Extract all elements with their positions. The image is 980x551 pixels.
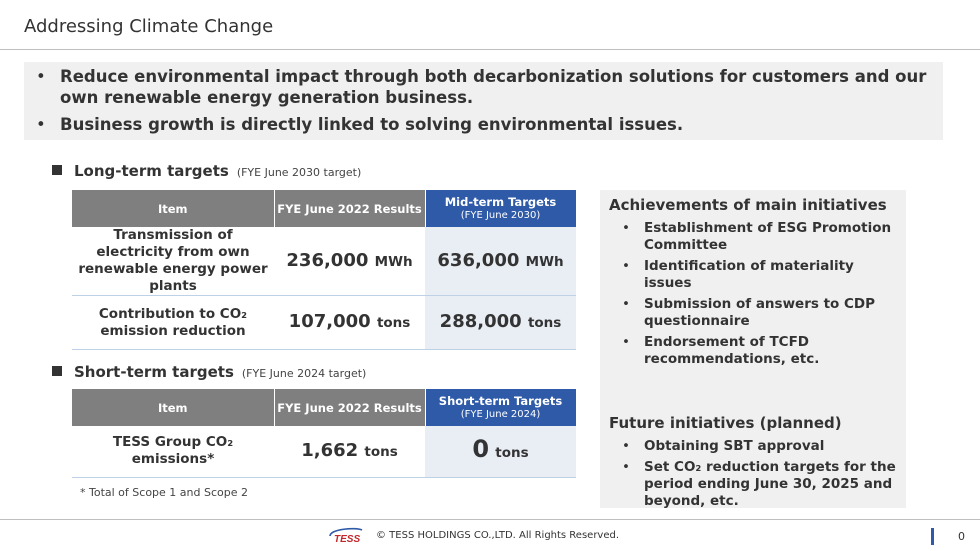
table-row bbox=[72, 426, 576, 477]
list-item: • Obtaining SBT approval bbox=[622, 438, 825, 454]
list-item: • Establishment of ESG Promotion Committee bbox=[622, 220, 892, 253]
footer-divider bbox=[0, 519, 980, 520]
column-header-item: Item bbox=[72, 389, 274, 426]
table-header-row bbox=[72, 190, 576, 227]
table-row bbox=[72, 227, 576, 296]
achievements-heading: Achievements of main initiatives bbox=[609, 196, 887, 214]
target-value: 636,000 MWh bbox=[425, 227, 576, 296]
result-value: 1,662 tons bbox=[274, 426, 425, 477]
bullet-icon: • bbox=[622, 334, 630, 350]
future-list bbox=[609, 438, 906, 510]
bullet-icon: • bbox=[36, 67, 46, 86]
result-value: 107,000 tons bbox=[274, 296, 425, 350]
row-item-label: Contribution to CO₂ emission reduction bbox=[72, 296, 274, 350]
copyright-text: © TESS HOLDINGS CO.,LTD. All Rights Reserved. bbox=[376, 530, 620, 541]
long-term-table bbox=[72, 190, 577, 350]
summary-bullet: • Reduce environmental impact through both decarbonization solutions for customers and our own renewable energy generation business. bbox=[36, 67, 927, 107]
svg-text:TESS: TESS bbox=[334, 534, 361, 545]
table-row bbox=[72, 296, 576, 350]
list-item: • Identification of materiality issues bbox=[622, 258, 854, 291]
page-title: Addressing Climate Change bbox=[24, 16, 274, 37]
summary-bullet: • Business growth is directly linked to solving environmental issues. bbox=[36, 115, 684, 134]
bullet-icon: • bbox=[622, 258, 630, 274]
target-value: 0 tons bbox=[425, 426, 576, 477]
footnote: * Total of Scope 1 and Scope 2 bbox=[80, 486, 248, 499]
table-header-row bbox=[72, 389, 576, 426]
column-header-results: FYE June 2022 Results bbox=[274, 190, 425, 227]
short-term-heading: Short-term targets (FYE June 2024 target) bbox=[52, 363, 366, 381]
slide-footer bbox=[0, 526, 980, 546]
tess-logo-icon bbox=[326, 527, 366, 545]
initiatives-panel bbox=[600, 190, 906, 508]
list-item: • Submission of answers to CDP questionnaire bbox=[622, 296, 876, 329]
square-bullet-icon bbox=[52, 165, 62, 175]
bullet-icon: • bbox=[622, 459, 630, 475]
list-item: • Endorsement of TCFD recommendations, etc. bbox=[622, 334, 820, 367]
column-header-target: Short-term Targets (FYE June 2024) bbox=[425, 389, 576, 426]
square-bullet-icon bbox=[52, 366, 62, 376]
column-header-item: Item bbox=[72, 190, 274, 227]
column-header-results: FYE June 2022 Results bbox=[274, 389, 425, 426]
future-heading: Future initiatives (planned) bbox=[609, 414, 842, 432]
row-item-label: TESS Group CO₂ emissions* bbox=[72, 426, 274, 477]
long-term-heading: Long-term targets (FYE June 2030 target) bbox=[52, 162, 361, 180]
result-value: 236,000 MWh bbox=[274, 227, 425, 296]
bullet-icon: • bbox=[622, 296, 630, 312]
short-term-table bbox=[72, 389, 577, 478]
row-item-label: Transmission of electricity from own renewable energy power plants bbox=[72, 227, 274, 296]
bullet-icon: • bbox=[622, 220, 630, 236]
target-value: 288,000 tons bbox=[425, 296, 576, 350]
bullet-icon: • bbox=[622, 438, 630, 454]
list-item: • Set CO₂ reduction targets for the period ending June 30, 2025 and beyond, etc. bbox=[622, 459, 896, 509]
summary-box bbox=[24, 62, 943, 140]
bullet-icon: • bbox=[36, 115, 46, 134]
slide-header bbox=[0, 0, 980, 50]
achievements-list bbox=[609, 220, 906, 368]
page-number: 0 bbox=[958, 530, 965, 543]
page-number-bar bbox=[931, 528, 934, 545]
column-header-target: Mid-term Targets (FYE June 2030) bbox=[425, 190, 576, 227]
